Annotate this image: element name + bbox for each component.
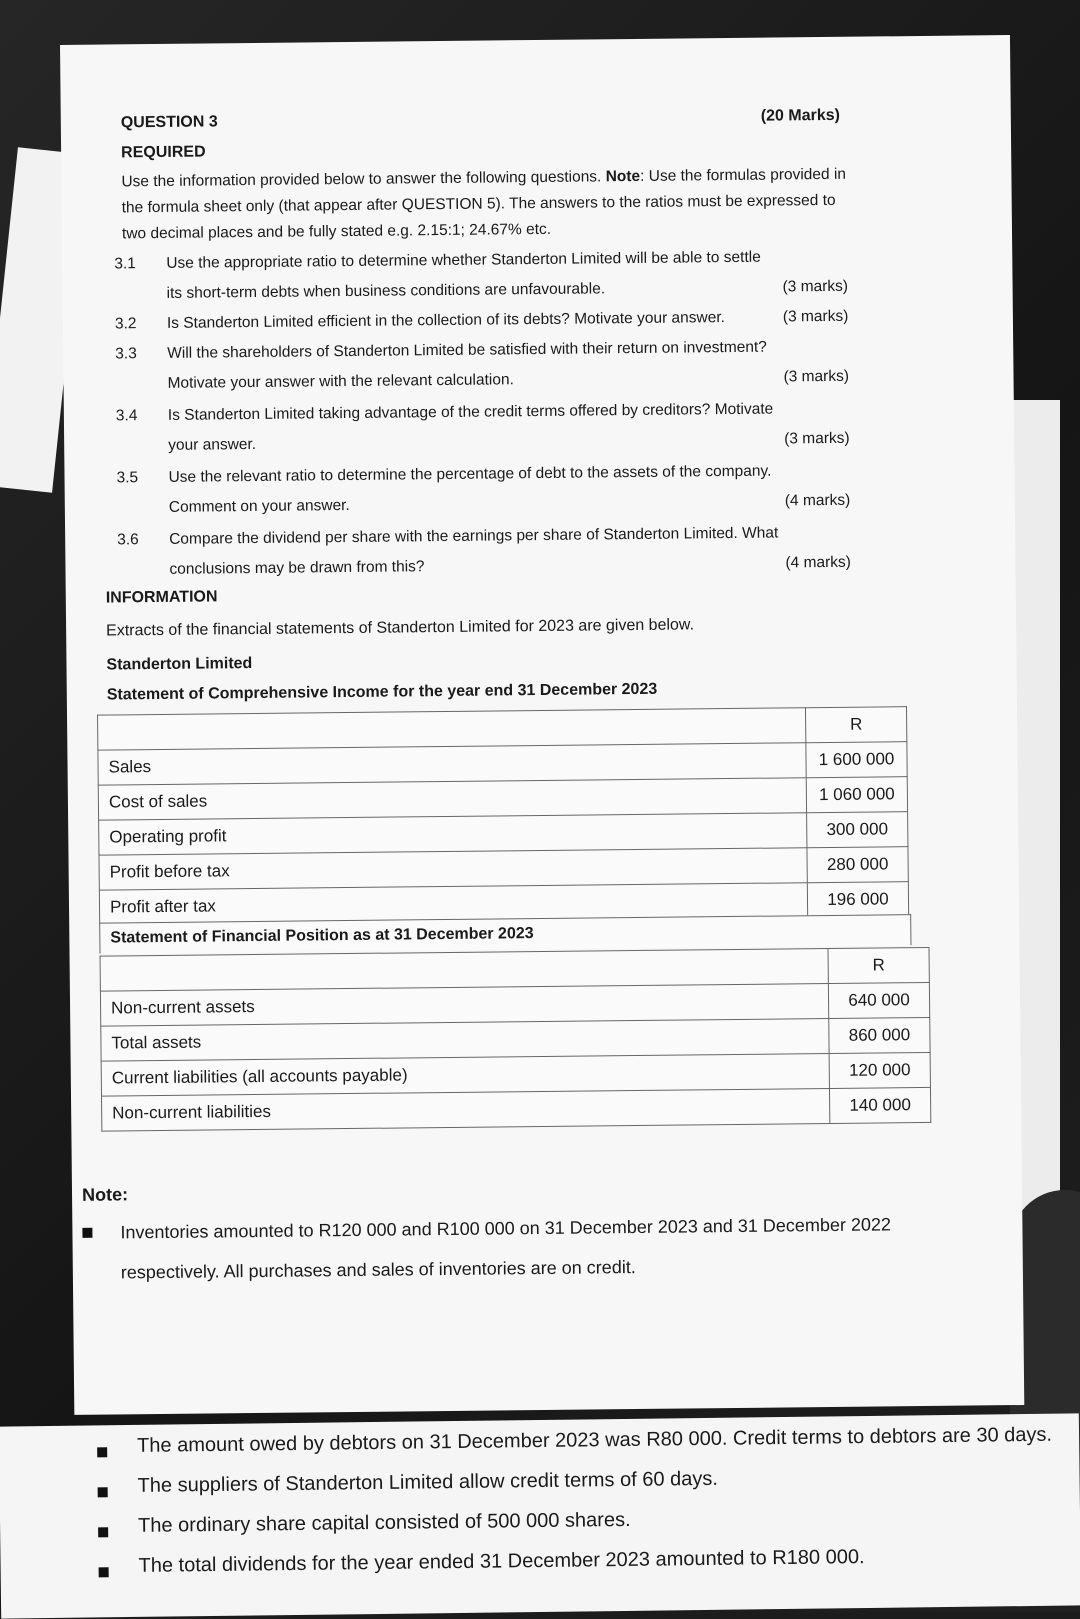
question-item [115, 331, 876, 399]
item-line: Comment on your answer. [168, 496, 350, 516]
note-item: Inventories amounted to R120 000 and R100 000 on 31 December 2023 and 31 December 2022 respectively. All purchases and sales of inventories are on credit. [120, 1214, 892, 1283]
income-statement-table [97, 706, 909, 925]
item-line: its short-term debts when business conditions are unfavourable. [166, 280, 606, 302]
note-label: Note [605, 167, 641, 186]
row-amount: 860 000 [829, 1017, 930, 1053]
currency-header: R [828, 947, 929, 983]
item-text [166, 242, 787, 308]
note-item: The suppliers of Standerton Limited allow credit terms of 60 days. [137, 1467, 718, 1497]
row-amount: 140 000 [829, 1087, 930, 1123]
note-heading: Note: [81, 1184, 129, 1205]
question-item [116, 393, 877, 461]
item-line: Use the appropriate ratio to determine whether Standerton Limited will be able to settle [166, 248, 761, 272]
item-number: 3.1 [114, 255, 136, 273]
row-amount: 1 060 000 [806, 777, 907, 813]
row-label: Non-current liabilities [102, 1088, 830, 1131]
row-label: Sales [98, 743, 806, 785]
row-label: Cost of sales [98, 778, 806, 820]
table-row [102, 1087, 931, 1131]
second-page [0, 1413, 1080, 1618]
question-total-marks: (20 Marks) [760, 106, 841, 125]
item-marks: (4 marks) [785, 553, 852, 572]
bullet-icon [82, 1228, 92, 1238]
item-number: 3.6 [117, 531, 139, 549]
item-text [168, 456, 789, 522]
item-marks: (3 marks) [782, 307, 849, 326]
item-marks: (4 marks) [784, 491, 851, 510]
item-line: Is Standerton Limited efficient in the collection of its debts? Motivate your answer. [166, 309, 725, 332]
intro-rest: : Use the formulas provided in the formula sheet only (that appear after QUESTION 5). The answers to the ratios must be expressed to two decimal places and be fully stated e.g. 2.15:1; 24.67% etc. [121, 165, 847, 243]
item-line: conclusions may be drawn from this? [169, 558, 425, 578]
row-amount: 280 000 [807, 847, 908, 883]
extract-text: Extracts of the financial statements of Standerton Limited for 2023 are given below. [106, 616, 695, 640]
item-marks: (3 marks) [784, 429, 850, 448]
row-label: Profit after tax [99, 883, 807, 925]
item-line: Will the shareholders of Standerton Limited be satisfied with their return on investment? [167, 338, 767, 362]
question-item [114, 241, 875, 309]
item-text [167, 332, 788, 398]
row-label: Operating profit [99, 813, 807, 855]
financial-position-title: Statement of Financial Position as at 31 December 2023 [99, 914, 911, 954]
question-title: QUESTION 3 [120, 113, 218, 132]
item-line: Motivate your answer with the relevant calculation. [167, 371, 514, 392]
item-line: your answer. [168, 435, 257, 454]
row-amount: 1 600 000 [806, 742, 907, 778]
item-number: 3.2 [114, 315, 137, 333]
bullet-icon [99, 1567, 109, 1577]
row-label: Non-current assets [100, 984, 828, 1027]
row-amount: 640 000 [828, 982, 929, 1018]
bullet-icon [98, 1527, 108, 1537]
information-heading: INFORMATION [105, 588, 218, 607]
item-number: 3.4 [115, 407, 138, 425]
item-line: Use the relevant ratio to determine the percentage of debt to the assets of the company. [168, 462, 772, 486]
bullet-icon [97, 1447, 107, 1457]
required-heading: REQUIRED [121, 143, 206, 162]
item-marks: (3 marks) [782, 277, 849, 296]
note-item: The total dividends for the year ended 31 December 2023 amounted to R180 000. [138, 1546, 865, 1577]
item-text [168, 394, 789, 460]
item-marks: (3 marks) [783, 367, 850, 386]
row-amount: 120 000 [829, 1052, 930, 1088]
item-text [169, 518, 790, 584]
question-item [117, 517, 878, 585]
company-name: Standerton Limited [106, 655, 253, 674]
currency-header: R [805, 707, 906, 743]
note-item: The amount owed by debtors on 31 December 2023 was R80 000. Credit terms to debtors are 30 days. [136, 1423, 1053, 1457]
document-page [60, 35, 1024, 1415]
income-statement-title: Statement of Comprehensive Income for the year end 31 December 2023 [106, 680, 658, 704]
note-item: The ordinary share capital consisted of 500 000 shares. [137, 1508, 631, 1537]
financial-position-table [100, 947, 932, 1132]
row-amount: 196 000 [807, 882, 908, 918]
question-item [116, 455, 877, 523]
row-label: Current liabilities (all accounts payable) [101, 1054, 829, 1097]
item-number: 3.3 [115, 345, 137, 363]
row-label: Profit before tax [99, 848, 807, 890]
item-line: Compare the dividend per share with the earnings per share of Standerton Limited. What [169, 524, 779, 548]
row-label: Total assets [101, 1019, 829, 1062]
item-number: 3.5 [116, 469, 139, 487]
intro-prefix: Use the information provided below to answer the following questions. [121, 168, 602, 191]
instructions-paragraph [121, 162, 862, 248]
bullet-icon [98, 1487, 108, 1497]
item-line: Is Standerton Limited taking advantage of the credit terms offered by creditors? Motivate [167, 400, 774, 424]
row-amount: 300 000 [807, 812, 908, 848]
